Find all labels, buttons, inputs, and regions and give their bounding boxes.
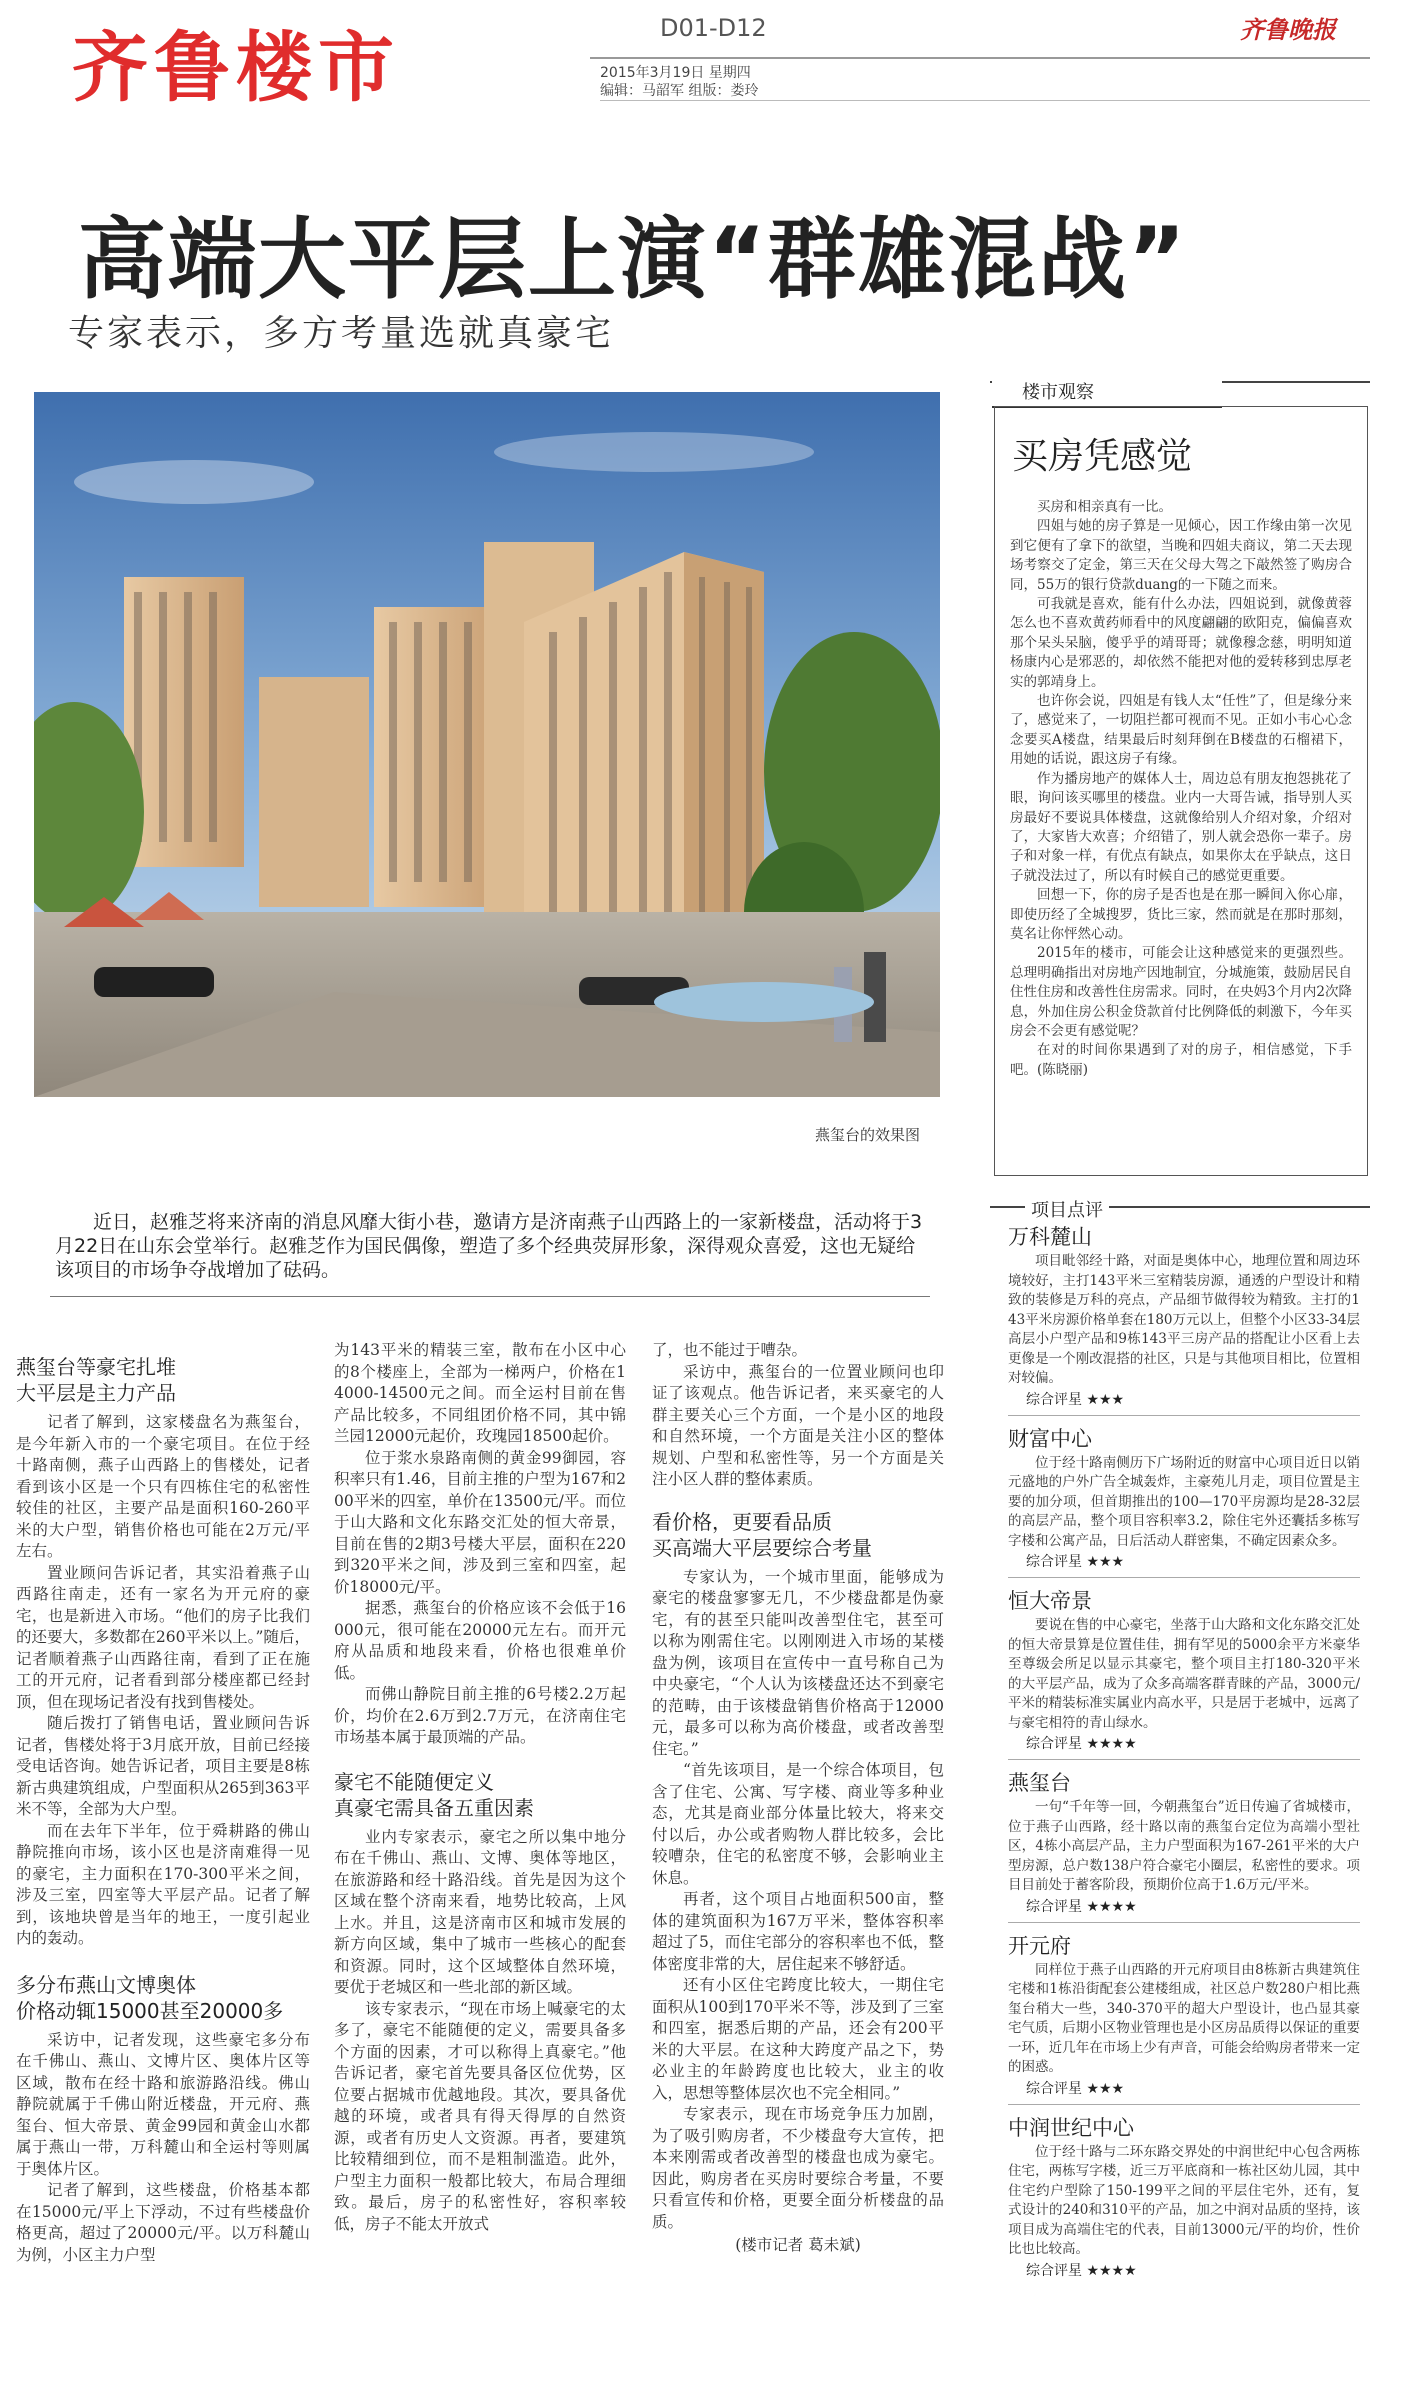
paragraph: 在对的时间你果遇到了对的房子，相信感觉，下手吧。(陈晓丽) [1010,1042,1352,1078]
project-name: 恒大帝景 [1008,1589,1092,1613]
project-rendering-photo [34,392,940,1097]
paragraph: 买房和相亲真有一比。 [1037,499,1172,515]
article-headline: 高端大平层上演“群雄混战” [78,208,1188,311]
project-name: 燕玺台 [1008,1771,1071,1795]
paragraph: 记者了解到，这家楼盘名为燕玺台，是今年新入市的一个豪宅项目。在位于经十路南侧，燕子山西路上的售楼处，记者看到该小区是一个只有四栋住宅的私密性较佳的社区，主要产品是面积160-260平米的大户型，销售价格也可能在2万元/平左右。 [16,1413,310,1560]
project-description: 同样位于燕子山西路的开元府项目由8栋新古典建筑住宅楼和1栋沿街配套公建楼组成，社区总户数280户相比燕玺台稍大一些，340-370平的超大户型设计，也凸显其豪宅气质，后期小区物业管理也是小区房品质得以保证的重要一环，近几年在市场上少有声音，可能会给购房者带来一定的困惑。 [1008,1961,1360,2075]
reviews-section-tab: 项目点评 [1025,1196,1109,1222]
project-name: 开元府 [1008,1933,1071,1958]
paragraph: 回想一下，你的房子是否也是在那一瞬间入你心扉，即使历经了全城搜罗，货比三家，然而就是在那时那刻，莫名让你怦然心动。 [1010,887,1352,942]
paragraph: 采访中，燕玺台的一位置业顾问也印证了该观点。他告诉记者，来买豪宅的人群主要关心三个方面，一个是小区的地段和自然环境，一个方面是关注小区的整体规划、户型和私密性等，另一个方面是关注小区人群的整体素质。 [652,1362,944,1488]
article-lead: 近日，赵雅芝将来济南的消息风靡大街小巷，邀请方是济南燕子山西路上的一家新楼盘，活动将于3月22日在山东会堂举行。赵雅芝作为国民偶像，塑造了多个经典荧屏形象，深得观众喜爱，这也无疑给该项目的市场争夺战增加了砝码。 [55,1211,923,1281]
project-rating: 综合评星 ★★★ [1026,1554,1125,1570]
paragraph: 位于浆水泉路南侧的黄金99御园，容积率只有1.46，目前主推的户型为167和200平米的四室，单价在13500元/平。而位于山大路和文化东路交汇处的恒大帝景，目前在售的2期3号楼大平层，面积在220到320平米之间，涉及到三室和四室，起价18000元/平。 [334,1448,626,1596]
project-review [1008,2113,1360,2282]
project-rating: 综合评星 ★★★ [1026,1391,1125,1408]
issue-date: 2015年3月19日 星期四 [600,65,751,81]
review-divider [1008,1759,1360,1760]
project-name: 中润世纪中心 [1008,2115,1134,2140]
project-description: 位于经十路南侧历下广场附近的财富中心项目近日以销元盛地的户外广告全城轰炸，主豪苑儿月走，项目位置是主要的加分项，但首期推出的100—170平房源均是28-32层的高层产品，整个项目容积率3.2，除住宅外还囊括多栋写字楼和公寓产品，日后活动人群密集，不确定因素众多。 [1008,1454,1360,1549]
review-divider [1008,1415,1360,1416]
paragraph: 再者，这个项目占地面积500亩，整体的建筑面积为167万平米，整体容积率超过了5，而住宅部分的容积率也不低，整体密度非常的大，居住起来不够舒适。 [652,1890,944,1973]
newspaper-logo: 齐鲁晚报 [1240,15,1336,44]
masthead-title: 齐鲁楼市 [72,23,400,112]
photo-caption: 燕玺台的效果图 [815,1126,921,1144]
project-review-list [1008,1222,1360,2290]
section-subheading: 价格动辄15000甚至20000多 [16,1998,284,2023]
review-divider [1008,2104,1360,2105]
paragraph: 为143平米的精装三室，散布在小区中心的8个楼座上，全部为一梯两户，价格在14000-14500元之间。而全运村目前在售产品比较多，不同组团价格不同，其中锦兰园12000元起价，玫瑰园18500起价。 [334,1341,626,1445]
paragraph: 置业顾问告诉记者，其实沿着燕子山西路往南走，还有一家名为开元府的豪宅，也是新进入市场。“他们的房子比我们的还要大，多数都在260平米以上。”随后，记者顺着燕子山西路往南，看到了正在施工的开元府，记者看到部分楼座都已经封顶，但在现场记者没有找到售楼处。 [16,1563,310,1711]
project-rating: 综合评星 ★★★★ [1026,2262,1137,2279]
lead-divider [50,1296,930,1297]
project-description: 一句“千年等一回，今朝燕玺台”近日传遍了省城楼市，位于燕子山西路，经十路以南的燕玺台定位为高端小型社区，4栋小高层产品，主力户型面积为167-261平米的大户型房源，总户数138户符合豪宅小圈层，私密性的要求。项目目前处于蓄客阶段，预期价位高于1.6万元/平米。 [1008,1799,1360,1893]
paragraph: 而在去年下半年，位于舜耕路的佛山静院推向市场，该小区也是济南难得一见的豪宅，主力面积在170-300平米之间，涉及三室，四室等大平层产品。记者了解到，该地块曾是当年的地王，一度引起业内的轰动。 [16,1821,310,1947]
section-heading: 燕玺台等豪宅扎堆 [16,1355,176,1379]
section-subheading: 大平层是主力产品 [16,1381,176,1405]
article-byline: (楼市记者 葛未斌) [735,2236,861,2254]
article-subheadline: 专家表示，多方考量选就真豪宅 [68,313,615,354]
editor-credits: 编辑：马韶军 组版：娄玲 [600,83,759,99]
paragraph: 可我就是喜欢，能有什么办法，四姐说到，就像黄蓉怎么也不喜欢黄药师看中的风度翩翩的欧阳克，偏偏喜欢那个呆头呆脑，傻乎乎的靖哥哥；就像穆念慈，明明知道杨康内心是邪恶的，却依然不能把对他的爱转移到忠厚老实的郭靖身上。 [1010,596,1352,690]
paragraph: 也许你会说，四姐是有钱人太“任性”了，但是缘分来了，感觉来了，一切阻拦都可视而不见。正如小韦心心念念要买A楼盘，结果最后时刻拜倒在B楼盘的石榴裙下，用她的话说，跟这房子有缘。 [1010,693,1352,768]
paragraph: 2015年的楼市，可能会让这种感觉来的更强烈些。总理明确指出对房地产因地制宜，分城施策，鼓励居民自住性住房和改善性住房需求。同时，在央妈3个月内2次降息，外加住房公积金贷款首付比例降低的刺激下，今年买房会不会更有感觉呢？ [1010,945,1352,1039]
paragraph: 而佛山静院目前主推的6号楼2.2万起价，均价在2.6万到2.7万元，在济南住宅市场基本属于最顶端的产品。 [334,1685,626,1746]
paragraph: “首先该项目，是一个综合体项目，包含了住宅、公寓、写字楼、商业等多种业态，尤其是商业部分体量比较大，将来交付以后，办公或者购物人群比较多，会比较嘈杂，住宅的私密度不够，会影响业主休息。 [652,1761,944,1887]
project-description: 项目毗邻经十路，对面是奥体中心，地理位置和周边环境较好，主打143平米三室精装房源，通透的户型设计和精致的装修是万科的亮点，产品细节做得较为精致。主打的143平米房源价格单套在180万元以上，但整个小区33-34层高层小户型产品和9栋143平三房产品的搭配让小区看上去更像是一个刚改混搭的社区，只是与其他项目相比，位置相对较偏。 [1008,1253,1360,1386]
section-heading: 豪宅不能随便定义 [334,1769,494,1794]
article-column-2 [334,1340,626,2235]
article-column-1 [16,1354,310,2266]
paragraph: 了，也不能过于嘈杂。 [652,1341,808,1359]
paragraph: 业内专家表示，豪宅之所以集中地分布在千佛山、燕山、文博、奥体等地区，在旅游路和经十路沿线。首先是因为这个区域在整个济南来看，地势比较高，上风上水。并且，这是济南市区和城市发展的新方向区域，集中了城市一些核心的配套和资源。同时，这个区域整体自然环境，要优于老城区和一些北部的新区域。 [334,1827,626,1996]
project-rating: 综合评星 ★★★ [1026,2080,1125,2097]
paragraph: 该专家表示，“现在市场上喊豪宅的太多了，豪宅不能随便的定义，需要具备多个方面的因素，才可以称得上真豪宅。”他告诉记者，豪宅首先要具备区位优势，区位要占据城市优越地段。其次，要具备优越的环境，或者具有得天得厚的自然资源，或者有历史人文资源。再者，要建筑比较精细到位，而不是粗制滥造。此外，户型主力面积一般都比较大，布局合理细致。最后，房子的私密性好，容积率较低，房子不能太开放式 [334,1999,626,2233]
paragraph: 据悉，燕玺台的价格应该不会低于16000元，很可能在20000元左右。而开元府从品质和地段来看，价格也很难单价低。 [334,1599,626,1682]
project-description: 要说在售的中心豪宅，坐落于山大路和文化东路交汇处的恒大帝景算是位置佳佳，拥有罕见的5000余平方米豪华至尊级会所足以显示其豪宅，整个项目主打180-320平米的大平层产品，成为了众多高端客群青睐的产品，3000元/平米的精装标准实属业内高水平，只是居于老城中，远离了与豪宅相符的青山绿水。 [1008,1617,1360,1731]
project-review [1008,1586,1360,1760]
header-divider [590,57,1370,59]
paragraph: 专家认为，一个城市里面，能够成为豪宅的楼盘寥寥无几，不少楼盘都是伪豪宅，有的甚至只能叫改善型住宅，甚至可以称为刚需住宅。以刚刚进入市场的某楼盘为例，该项目在宣传中一直号称自己为中央豪宅，“个人认为该楼盘还达不到豪宅的范畴，由于该楼盘销售价格高于12000元，最多可以称为高价楼盘，或者改善型住宅。” [652,1567,944,1758]
project-rating: 综合评星 ★★★★ [1026,1898,1137,1915]
project-review [1008,1768,1360,1923]
issue-range: D01-D12 [660,14,767,42]
paragraph: 随后拨打了销售电话，置业顾问告诉记者，售楼处将于3月底开放，目前已经接受电话咨询。她告诉记者，项目主要是8栋新古典建筑组成，户型面积从265到363平米不等，全部为大户型。 [16,1714,310,1818]
sidebar-section-tab: 楼市观察 [992,380,1222,408]
review-divider [1008,1922,1360,1923]
paragraph: 采访中，记者发现，这些豪宅多分布在千佛山、燕山、文博片区、奥体片区等区域，散布在经十路和旅游路沿线。佛山静院就属于千佛山附近楼盘，开元府、燕玺台、恒大帝景、黄金99园和黄金山水都属于燕山一带，万科麓山和全运村等则属于奥体片区。 [16,2030,310,2178]
section-subheading: 买高端大平层要综合考量 [652,1535,872,1560]
header-divider-lower [600,100,1370,101]
project-description: 位于经十路与二环东路交界处的中润世纪中心包含两栋住宅，两栋写字楼，近三万平底商和一栋社区幼儿园，其中住宅约户型除了150-199平之间的平层住宅外，还有，复式设计的240和310平的产品，加之中润对品质的坚持，该项目成为高端住宅的代表，目前13000元/平的均价，性价比也比较高。 [1008,2143,1360,2257]
project-review [1008,1931,1360,2105]
sidebar-body [1010,498,1352,1080]
project-rating: 综合评星 ★★★★ [1026,1736,1137,1752]
review-divider [1008,1577,1360,1578]
paragraph: 记者了解到，这些楼盘，价格基本都在15000元/平上下浮动，不过有些楼盘价格更高，超过了20000元/平。以万科麓山为例，小区主力户型 [16,2181,310,2264]
sidebar-title: 买房凭感觉 [1012,436,1193,477]
paragraph: 四姐与她的房子算是一见倾心，因工作缘由第一次见到它便有了拿下的欲望，当晚和四姐夫商议，第二天去现场考察交了定金，第三天在父母大驾之下敲然签了购房合同，55万的银行贷款duang的一下随之而来。 [1010,518,1352,593]
section-heading: 看价格，更要看品质 [652,1509,832,1534]
paragraph: 专家表示，现在市场竞争压力加剧，为了吸引购房者，不少楼盘夸大宣传，把本来刚需或者改善型的楼盘也成为豪宅。因此，购房者在买房时要综合考量，不要只看宣传和价格，更要全面分析楼盘的品质。 [652,2105,944,2231]
project-review [1008,1222,1360,1416]
section-heading: 多分布燕山文博奥体 [16,1972,196,1997]
article-column-3 [652,1340,944,2257]
paragraph: 作为播房地产的媒体人士，周边总有朋友抱怨挑花了眼，询问该买哪里的楼盘。业内一大哥告诫，指导别人买房最好不要说具体楼盘，这就像给别人介绍对象，介绍对了，大家皆大欢喜；介绍错了，别人就会恐你一辈子。房子和对象一样，有优点有缺点，如果你太在乎缺点，这日子就没法过了，所以有时候自己的感觉更重要。 [1010,770,1352,884]
paragraph: 还有小区住宅跨度比较大，一期住宅面积从100到170平米不等，涉及到了三室和四室，据悉后期的产品，还会有200平米的大平层。在这种大跨度产品之下，势必业主的年龄跨度也比较大，业主的收入，思想等整体层次也不完全相同。” [652,1976,944,2102]
project-review [1008,1424,1360,1579]
project-name: 财富中心 [1008,1426,1092,1451]
project-name: 万科麓山 [1008,1225,1092,1249]
section-subheading: 真豪宅需具备五重因素 [334,1795,534,1820]
